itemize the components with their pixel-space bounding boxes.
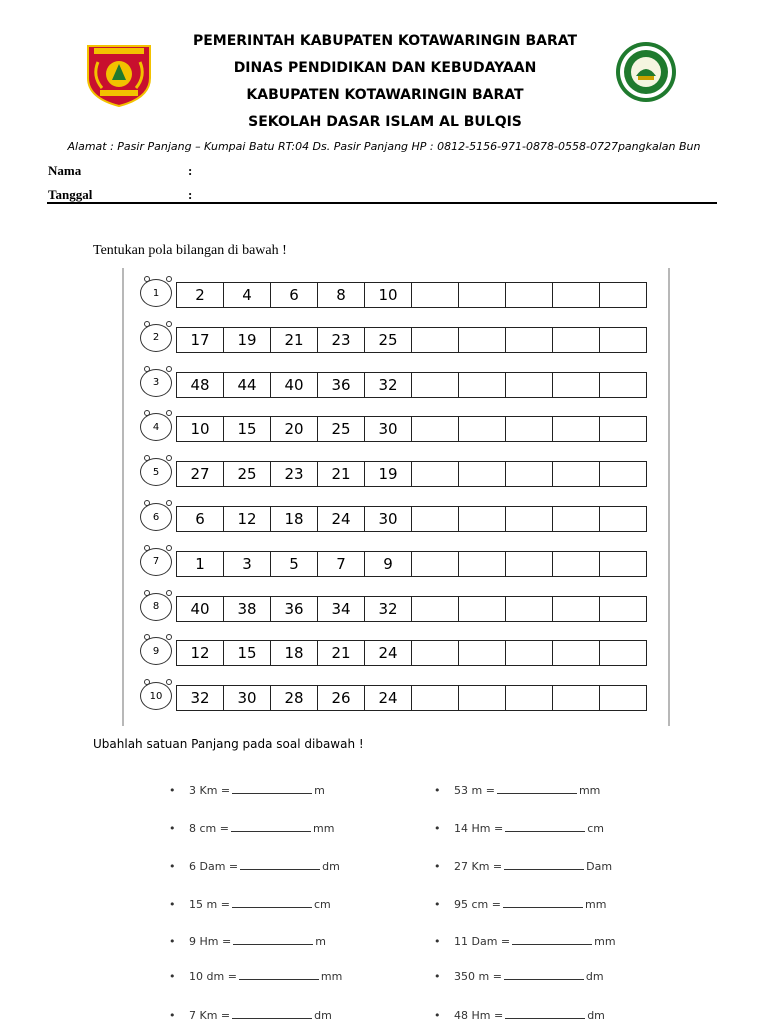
circle-ornament [166,500,172,506]
pattern-answer-cell[interactable] [506,462,553,486]
name-colon: : [188,163,193,178]
pattern-answer-cell[interactable] [506,328,553,352]
conversion-unit: m [315,935,326,948]
question-number: 2 [140,324,172,352]
circle-ornament [166,590,172,596]
pattern-answer-cell[interactable] [412,641,459,665]
school-address: Alamat : Pasir Panjang – Kumpai Batu RT:04 Ds. Pasir Panjang HP : 0812-5156-971-0878-0558-0727pangkalan Bun [67,140,701,153]
pattern-value-cell: 2 [177,283,224,307]
pattern-cells [176,416,647,442]
pattern-answer-cell[interactable] [459,641,506,665]
conversion-question: 10 dm = [189,970,237,983]
bullet-icon: • [169,860,176,873]
name-label: Nama [48,163,82,178]
answer-blank[interactable] [231,823,311,832]
pattern-value-cell: 15 [224,641,271,665]
conversion-unit: mm [578,784,601,797]
pattern-value-cell: 36 [271,597,318,621]
conversion-question: 6 Dam = [189,860,239,873]
pattern-value-cell: 6 [177,507,224,531]
pattern-answer-cell[interactable] [506,686,553,710]
pattern-value-cell: 10 [365,283,412,307]
pattern-value-cell: 26 [318,686,365,710]
conversion-item [434,898,607,911]
pattern-answer-cell[interactable] [459,552,506,576]
pattern-value-cell: 7 [318,552,365,576]
question-number: 9 [140,637,172,665]
pattern-answer-cell[interactable] [412,462,459,486]
name-field[interactable] [48,163,193,179]
answer-blank[interactable] [239,971,319,980]
conversion-item [434,860,613,873]
pattern-value-cell: 40 [177,597,224,621]
pattern-answer-cell[interactable] [459,686,506,710]
conversion-item [434,784,601,797]
answer-blank[interactable] [504,861,584,870]
conversion-unit: cm [587,822,604,835]
pattern-value-cell: 12 [224,507,271,531]
pattern-answer-cell[interactable] [506,552,553,576]
bullet-icon: • [169,898,176,911]
pattern-answer-cell[interactable] [553,641,600,665]
pattern-value-cell: 6 [271,283,318,307]
bullet-icon: • [169,784,176,797]
conversion-unit: Dam [586,860,613,873]
bullet-icon: • [434,860,441,873]
header-department: DINAS PENDIDIKAN DAN KEBUDAYAAN [233,60,537,76]
pattern-value-cell: 38 [224,597,271,621]
pattern-value-cell: 19 [365,462,412,486]
bullet-icon: • [169,1009,176,1022]
pattern-answer-cell[interactable] [506,373,553,397]
header-school-name: SEKOLAH DASAR ISLAM AL BULQIS [248,114,522,130]
question-number: 3 [140,369,172,397]
question-number: 5 [140,458,172,486]
header-government: PEMERINTAH KABUPATEN KOTAWARINGIN BARAT [192,33,578,49]
pattern-value-cell: 28 [271,686,318,710]
answer-blank[interactable] [232,785,312,794]
pattern-value-cell: 27 [177,462,224,486]
bullet-icon: • [434,935,441,948]
conversion-question: 11 Dam = [454,935,511,948]
bullet-icon: • [434,898,441,911]
bullet-icon: • [434,970,441,983]
conversion-question: 7 Km = [189,1009,231,1022]
pattern-cells [176,461,647,487]
question-number: 1 [140,279,172,307]
pattern-answer-cell[interactable] [600,328,646,352]
conversion-question: 27 Km = [454,860,503,873]
date-field[interactable] [48,187,193,203]
conversion-item [434,1009,605,1022]
circle-ornament [166,410,172,416]
pattern-value-cell: 25 [318,417,365,441]
number-pattern-instruction: Tentukan pola bilangan di bawah ! [93,243,287,258]
pattern-answer-cell[interactable] [412,597,459,621]
pattern-value-cell: 32 [177,686,224,710]
bullet-icon: • [169,822,176,835]
conversion-item [434,822,604,835]
pattern-value-cell: 24 [365,641,412,665]
conversion-item [169,1009,332,1022]
answer-blank[interactable] [505,1010,585,1019]
conversion-item [434,935,616,948]
bullet-icon: • [169,970,176,983]
conversion-unit: dm [322,860,340,873]
pattern-answer-cell[interactable] [459,283,506,307]
image-border-left [122,268,124,726]
pattern-value-cell: 21 [318,641,365,665]
bullet-icon: • [434,822,441,835]
pattern-value-cell: 10 [177,417,224,441]
conversion-question: 15 m = [189,898,230,911]
pattern-value-cell: 8 [318,283,365,307]
pattern-answer-cell[interactable] [600,641,646,665]
bullet-icon: • [434,784,441,797]
pattern-answer-cell[interactable] [553,373,600,397]
pattern-answer-cell[interactable] [459,507,506,531]
pattern-value-cell: 25 [365,328,412,352]
pattern-answer-cell[interactable] [459,597,506,621]
bullet-icon: • [434,1009,441,1022]
pattern-answer-cell[interactable] [412,507,459,531]
pattern-value-cell: 24 [365,686,412,710]
pattern-cells [176,282,647,308]
pattern-answer-cell[interactable] [553,597,600,621]
pattern-value-cell: 9 [365,552,412,576]
date-label: Tanggal [48,187,93,202]
pattern-answer-cell[interactable] [600,686,646,710]
conversion-unit: cm [313,898,331,911]
answer-blank[interactable] [233,936,313,945]
pattern-value-cell: 12 [177,641,224,665]
answer-blank[interactable] [505,823,585,832]
circle-ornament [166,634,172,640]
pattern-answer-cell[interactable] [553,507,600,531]
pattern-value-cell: 48 [177,373,224,397]
pattern-answer-cell[interactable] [506,641,553,665]
answer-blank[interactable] [504,971,584,980]
pattern-value-cell: 15 [224,417,271,441]
pattern-answer-cell[interactable] [459,373,506,397]
regency-emblem-logo [84,42,154,108]
date-colon: : [188,187,193,202]
question-number: 8 [140,593,172,621]
circle-ornament [166,679,172,685]
question-number: 6 [140,503,172,531]
circle-ornament [166,276,172,282]
pattern-answer-cell[interactable] [506,417,553,441]
circle-ornament [166,366,172,372]
pattern-value-cell: 4 [224,283,271,307]
pattern-cells [176,596,647,622]
image-border-right [668,268,670,726]
pattern-value-cell: 5 [271,552,318,576]
pattern-cells [176,506,647,532]
pattern-answer-cell[interactable] [506,283,553,307]
pattern-answer-cell[interactable] [506,597,553,621]
answer-blank[interactable] [232,899,312,908]
answer-blank[interactable] [497,785,577,794]
pattern-answer-cell[interactable] [412,552,459,576]
conversion-unit: mm [594,935,616,948]
answer-blank[interactable] [240,861,320,870]
pattern-answer-cell[interactable] [600,417,646,441]
pattern-value-cell: 30 [365,417,412,441]
answer-blank[interactable] [503,899,583,908]
conversion-item [434,970,604,983]
conversion-question: 350 m = [454,970,502,983]
conversion-item [169,860,340,873]
pattern-value-cell: 20 [271,417,318,441]
pattern-value-cell: 25 [224,462,271,486]
pattern-answer-cell[interactable] [600,373,646,397]
conversion-unit: mm [584,898,607,911]
pattern-cells [176,551,647,577]
circle-ornament [166,455,172,461]
circle-ornament [166,545,172,551]
conversion-unit: mm [320,970,343,983]
conversion-item [169,822,335,835]
pattern-value-cell: 36 [318,373,365,397]
pattern-value-cell: 32 [365,373,412,397]
pattern-value-cell: 18 [271,507,318,531]
header-regency: KABUPATEN KOTAWARINGIN BARAT [246,87,524,103]
pattern-answer-cell[interactable] [553,283,600,307]
pattern-answer-cell[interactable] [600,507,646,531]
header-divider [47,202,717,204]
pattern-value-cell: 17 [177,328,224,352]
pattern-answer-cell[interactable] [412,328,459,352]
pattern-answer-cell[interactable] [412,283,459,307]
conversion-item [169,898,331,911]
pattern-value-cell: 18 [271,641,318,665]
conversion-unit: dm [585,970,604,983]
pattern-answer-cell[interactable] [553,462,600,486]
pattern-value-cell: 30 [365,507,412,531]
pattern-answer-cell[interactable] [600,462,646,486]
pattern-answer-cell[interactable] [600,552,646,576]
circle-ornament [166,321,172,327]
pattern-answer-cell[interactable] [553,417,600,441]
pattern-value-cell: 44 [224,373,271,397]
pattern-value-cell: 23 [271,462,318,486]
question-number: 4 [140,413,172,441]
pattern-answer-cell[interactable] [459,462,506,486]
pattern-value-cell: 23 [318,328,365,352]
pattern-answer-cell[interactable] [600,597,646,621]
conversion-unit: dm [314,1009,332,1022]
pattern-answer-cell[interactable] [553,686,600,710]
conversion-question: 48 Hm = [454,1009,504,1022]
conversion-question: 9 Hm = [189,935,232,948]
question-number: 10 [140,682,172,710]
pattern-cells [176,685,647,711]
pattern-cells [176,640,647,666]
pattern-answer-cell[interactable] [412,373,459,397]
pattern-value-cell: 30 [224,686,271,710]
bullet-icon: • [169,935,176,948]
pattern-value-cell: 1 [177,552,224,576]
pattern-answer-cell[interactable] [506,507,553,531]
conversion-question: 3 Km = [189,784,231,797]
pattern-answer-cell[interactable] [412,417,459,441]
pattern-value-cell: 40 [271,373,318,397]
pattern-value-cell: 3 [224,552,271,576]
number-pattern-grid [122,268,676,726]
conversion-unit: m [314,784,325,797]
conversion-question: 8 cm = [189,822,229,835]
pattern-answer-cell[interactable] [412,686,459,710]
pattern-cells [176,327,647,353]
answer-blank[interactable] [512,936,592,945]
pattern-answer-cell[interactable] [600,283,646,307]
unit-conversion-instruction: Ubahlah satuan Panjang pada soal dibawah ! [93,737,364,751]
conversion-unit: mm [312,822,335,835]
pattern-answer-cell[interactable] [553,328,600,352]
conversion-question: 53 m = [454,784,495,797]
answer-blank[interactable] [232,1010,312,1019]
question-number: 7 [140,548,172,576]
conversion-item [169,935,326,948]
pattern-value-cell: 21 [318,462,365,486]
pattern-answer-cell[interactable] [459,417,506,441]
pattern-value-cell: 24 [318,507,365,531]
pattern-value-cell: 32 [365,597,412,621]
conversion-question: 14 Hm = [454,822,504,835]
pattern-answer-cell[interactable] [459,328,506,352]
pattern-answer-cell[interactable] [553,552,600,576]
conversion-question: 95 cm = [454,898,501,911]
pattern-cells [176,372,647,398]
conversion-item [169,784,325,797]
pattern-value-cell: 21 [271,328,318,352]
pattern-value-cell: 34 [318,597,365,621]
conversion-item [169,970,343,983]
conversion-unit: dm [587,1009,605,1022]
pattern-value-cell: 19 [224,328,271,352]
